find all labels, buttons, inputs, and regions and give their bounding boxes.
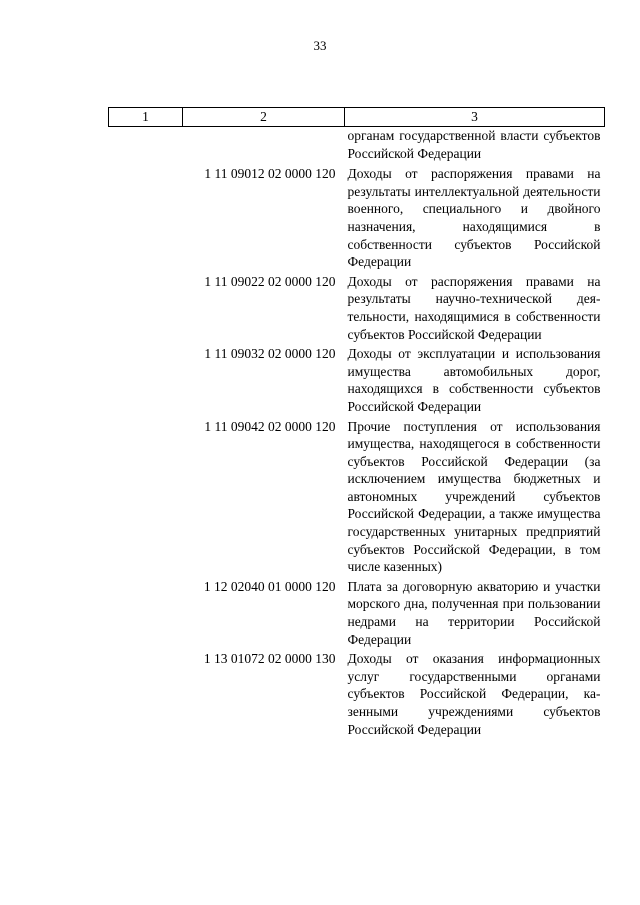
table-row [109,650,605,740]
description-cell: Доходы от распоряжения правами на результаты научно-технической деятельности, находящимися в собственности субъектов Российской Федерации [347,273,601,342]
column-header-3: 3 [345,108,605,127]
budget-code-cell: 1 11 09012 02 0000 120 [204,166,336,182]
budget-codes-table [108,107,605,740]
admin-code-cell [109,273,183,345]
description-cell: Доходы от эксплуатации и использования имущества автомобильных дорог, находящихся в собственности субъектов Российской Федерации [347,346,601,414]
table-header-row [109,108,605,127]
budget-code-cell [183,127,345,166]
admin-code-cell [109,127,183,166]
table-row-continuation [109,127,605,166]
admin-code-cell [109,650,183,740]
admin-code-cell [109,165,183,273]
description-cell: Доходы от оказания информационных услуг государственными органами субъектов Российской Федерации, казенными учреждениями субъектов Российской Федерации [347,651,601,737]
column-header-2: 2 [183,108,345,127]
table-row [109,273,605,345]
budget-code-cell: 1 11 09042 02 0000 120 [204,418,336,434]
description-cell: Доходы от распоряжения правами на результаты интеллектуальной деятельности военного, специального и двойного назначения, находящимися в собственности субъектов Российской Федерации [347,166,601,270]
admin-code-cell [109,578,183,650]
budget-code-cell: 1 11 09022 02 0000 120 [204,273,336,289]
column-header-1: 1 [109,108,183,127]
description-cell: Прочие поступления от использования имущества, находящегося в собственности субъектов Российской Федерации (за исключением имущества бюджетных и автономных учреждений субъектов Российской Федерации, а также имущества государственных унитарных предприятий субъектов Российской Федерации, в том числе казенных) [347,418,601,575]
description-cell: органам государственной власти субъектов Российской Федерации [347,128,601,161]
table-row [109,578,605,650]
admin-code-cell [109,418,183,578]
table-row [109,418,605,578]
budget-code-cell: 1 11 09032 02 0000 120 [204,346,336,362]
budget-code-cell: 1 13 01072 02 0000 130 [203,651,336,667]
page-number: 33 [313,38,327,53]
budget-code-cell: 1 12 02040 01 0000 120 [203,578,336,594]
table-row [109,345,605,417]
description-cell: Плата за договорную акваторию и участки морского дна, полученная при пользовании недрами на территории Российской Федерации [347,578,601,647]
admin-code-cell [109,345,183,417]
table-row [109,165,605,273]
